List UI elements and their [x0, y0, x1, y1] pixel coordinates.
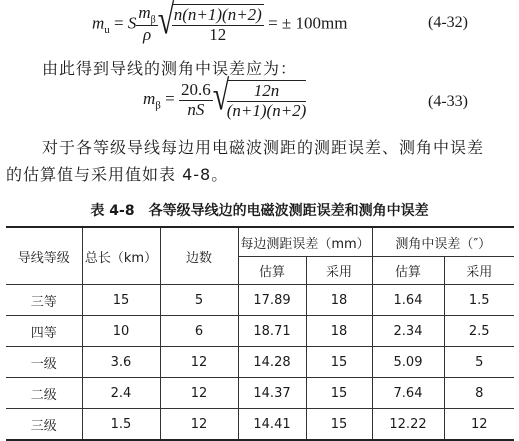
table-row [6, 347, 514, 378]
cell-sides: 5 [160, 285, 238, 316]
sqrt-icon: √ [157, 0, 175, 44]
cell-estimate-2: 2.34 [372, 316, 444, 347]
eq1-equals: = [114, 13, 124, 33]
data-table [6, 226, 514, 441]
table-header-row [6, 227, 514, 257]
cell-adopt-1: 18 [306, 285, 372, 316]
cell-adopt-1: 15 [306, 409, 372, 441]
text-line-3: 的估算值与采用值如表 4-8。 [6, 165, 229, 184]
cell-length: 2.4 [82, 378, 160, 409]
cell-adopt-2: 5 [444, 347, 514, 378]
cell-estimate-1: 14.28 [238, 347, 306, 378]
equation-4-32 [92, 0, 348, 45]
eq1-frac-num: m [138, 3, 151, 22]
table-caption: 表 4-8 各等级导线边的电磁波测距误差和测角中误差 [90, 203, 429, 219]
eq1-rhs: = ± 100mm [268, 13, 348, 33]
cell-length: 3.6 [82, 347, 160, 378]
cell-grade: 二级 [6, 378, 82, 409]
eq2-sqrt [212, 73, 307, 120]
eq2-frac-num: 20.6 [180, 80, 211, 99]
eq2-frac-den: nS [187, 99, 205, 119]
cell-estimate-1: 14.41 [238, 409, 306, 441]
cell-estimate-1: 18.71 [238, 316, 306, 347]
table-row [6, 378, 514, 409]
cell-adopt-2: 12 [444, 409, 514, 441]
eq1-fraction [136, 4, 157, 45]
eq1-radicand-den: 12 [209, 25, 227, 45]
cell-sides: 12 [160, 409, 238, 441]
cell-length: 1.5 [82, 409, 160, 441]
cell-grade: 三等 [6, 285, 82, 316]
table-row [6, 316, 514, 347]
eq1-lhs-sub: u [104, 23, 110, 36]
cell-sides: 6 [160, 316, 238, 347]
table-row [6, 409, 514, 441]
cell-sides: 12 [160, 347, 238, 378]
header-angle-error: 测角中误差（″） [372, 227, 514, 257]
header-distance-error: 每边测距误差（mm） [238, 227, 372, 257]
equation-number-4-32: (4-32) [428, 14, 468, 31]
eq2-equals: = [165, 89, 175, 109]
cell-grade: 一级 [6, 347, 82, 378]
cell-grade: 四等 [6, 316, 82, 347]
eq2-radicand-num: 12n [253, 81, 280, 100]
cell-adopt-1: 15 [306, 347, 372, 378]
equation-number-4-33: (4-33) [428, 93, 468, 110]
cell-adopt-1: 18 [306, 316, 372, 347]
header-adopt-2: 采用 [444, 257, 514, 285]
eq2-fraction [179, 81, 213, 119]
cell-estimate-1: 17.89 [238, 285, 306, 316]
cell-adopt-2: 1.5 [444, 285, 514, 316]
table-row [6, 285, 514, 316]
eq1-frac-den: ρ [142, 25, 152, 45]
cell-length: 10 [82, 316, 160, 347]
eq1-sqrt [157, 0, 264, 45]
eq1-lhs: m [92, 13, 105, 33]
cell-adopt-1: 15 [306, 378, 372, 409]
cell-grade: 三级 [6, 409, 82, 441]
header-estimate-1: 估算 [238, 257, 306, 285]
text-line-1: 由此得到导线的测角中误差应为： [42, 59, 298, 78]
eq2-radicand-den: (n+1)(n+2) [226, 100, 307, 120]
header-adopt-1: 采用 [306, 257, 372, 285]
cell-adopt-2: 2.5 [444, 316, 514, 347]
eq1-frac-num-sub: β [150, 14, 156, 26]
header-length: 总长（km） [82, 227, 160, 285]
header-grade: 导线等级 [6, 227, 82, 285]
cell-estimate-2: 12.22 [372, 409, 444, 441]
eq2-lhs: m [143, 89, 156, 109]
sqrt-icon: √ [212, 73, 230, 120]
cell-sides: 12 [160, 378, 238, 409]
cell-estimate-2: 1.64 [372, 285, 444, 316]
cell-length: 15 [82, 285, 160, 316]
equation-4-33 [143, 73, 307, 120]
header-sides: 边数 [160, 227, 238, 285]
cell-estimate-1: 14.37 [238, 378, 306, 409]
cell-estimate-2: 5.09 [372, 347, 444, 378]
text-line-2: 对于各等级导线每边用电磁波测距的测距误差、测角中误差 [42, 138, 485, 157]
cell-estimate-2: 7.64 [372, 378, 444, 409]
eq1-radicand-num: n(n+1)(n+2) [173, 5, 262, 25]
header-estimate-2: 估算 [372, 257, 444, 285]
eq1-coef: S [127, 13, 137, 33]
eq2-lhs-sub: β [155, 99, 161, 112]
cell-adopt-2: 8 [444, 378, 514, 409]
